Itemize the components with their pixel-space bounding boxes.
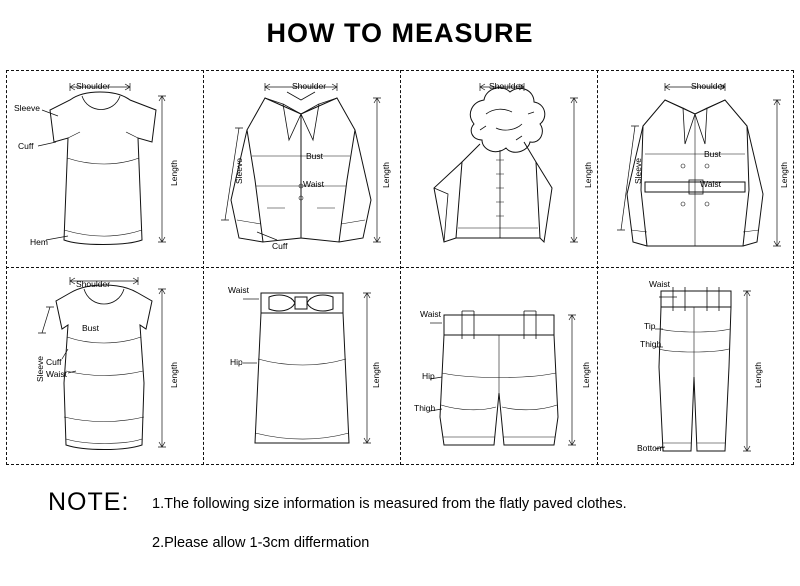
label-length-furcoat: Length bbox=[583, 162, 593, 188]
label-hip-shorts: Hip bbox=[422, 371, 435, 381]
label-bust-dress: Bust bbox=[82, 323, 100, 333]
label-length-dress: Length bbox=[169, 362, 179, 388]
label-cuff-tshirt: Cuff bbox=[18, 141, 34, 151]
label-waist-pants: Waist bbox=[649, 279, 670, 289]
label-length-skirt: Length bbox=[371, 362, 381, 388]
label-waist-blazer: Waist bbox=[303, 179, 324, 189]
label-bust-trench: Bust bbox=[704, 149, 722, 159]
label-bust-blazer: Bust bbox=[306, 151, 324, 161]
label-hem-tshirt: Hem bbox=[30, 237, 48, 247]
label-shoulder-furcoat: Shoulder bbox=[489, 81, 524, 91]
label-waist-skirt: Waist bbox=[228, 285, 249, 295]
label-shoulder-trench: Shoulder bbox=[691, 81, 726, 91]
note-line-2: 2.Please allow 1-3cm differmation bbox=[152, 535, 370, 551]
label-thigh-shorts: Thigh bbox=[414, 403, 436, 413]
measurement-diagram-grid bbox=[6, 70, 794, 465]
label-sleeve-dress: Sleeve bbox=[35, 356, 45, 382]
label-cuff-dress: Cuff bbox=[46, 357, 62, 367]
label-waist-trench: Waist bbox=[700, 179, 721, 189]
label-shoulder-blazer: Shoulder bbox=[292, 81, 327, 91]
label-sleeve-tshirt: Sleeve bbox=[14, 103, 40, 113]
label-length-shorts: Length bbox=[581, 362, 591, 388]
shorts-illustration bbox=[400, 267, 597, 464]
label-thigh-pants: Thigh bbox=[640, 339, 662, 349]
trench-coat-illustration bbox=[597, 70, 794, 267]
label-bottom-pants: Bottom bbox=[637, 443, 664, 453]
label-length-trench: Length bbox=[779, 162, 789, 188]
label-waist-dress: Waist bbox=[46, 369, 67, 379]
label-length-blazer: Length bbox=[381, 162, 391, 188]
fur-coat-illustration bbox=[400, 70, 597, 267]
note-label: NOTE: bbox=[48, 488, 130, 516]
label-cuff-blazer: Cuff bbox=[272, 241, 288, 251]
blazer-illustration bbox=[203, 70, 400, 267]
label-length-pants: Length bbox=[753, 362, 763, 388]
label-hip-skirt: Hip bbox=[230, 357, 243, 367]
label-shoulder-dress: Shoulder bbox=[76, 279, 111, 289]
pants-illustration bbox=[597, 267, 794, 464]
label-length-tshirt: Length bbox=[169, 160, 179, 186]
label-waist-shorts: Waist bbox=[420, 309, 441, 319]
label-shoulder-tshirt: Shoulder bbox=[76, 81, 111, 91]
label-tip-pants: Tip bbox=[644, 321, 656, 331]
page-title: HOW TO MEASURE bbox=[266, 18, 534, 48]
note-line-1: 1.The following size information is measured from the flatly paved clothes. bbox=[152, 496, 627, 512]
label-sleeve-blazer: Sleeve bbox=[234, 158, 244, 184]
label-sleeve-trench: Sleeve bbox=[633, 158, 643, 184]
